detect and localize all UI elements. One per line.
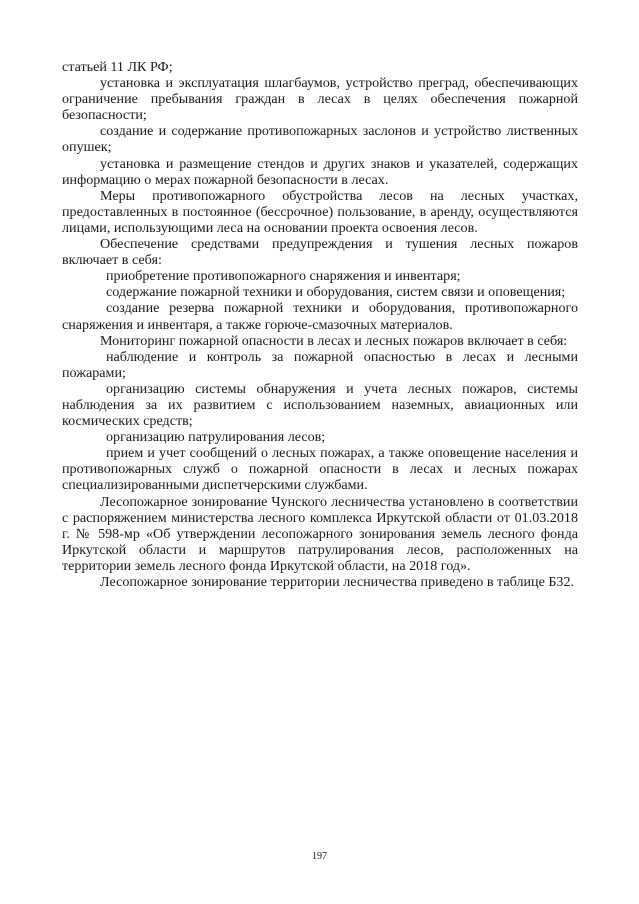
paragraph: статьей 11 ЛК РФ; bbox=[62, 59, 173, 75]
list-item: создание резерва пожарной техники и оборудования, противопожарного снаряжения и инвентаря, а также горюче-смазочных материалов. bbox=[62, 300, 578, 333]
list-item: организацию системы обнаружения и учета лесных пожаров, системы наблюдения за их развитием с использованием наземных, авиационных или космических средств; bbox=[62, 380, 578, 430]
list-item: приобретение противопожарного снаряжения и инвентаря; bbox=[106, 268, 461, 285]
list-item: прием и учет сообщений о лесных пожарах, а также оповещение населения и противопожарных служб о пожарной опасности в лесах и лесных пожарах специализированными диспетчерскими службами. bbox=[62, 445, 578, 494]
paragraph: Мониторинг пожарной опасности в лесах и лесных пожаров включает в себя: bbox=[100, 332, 568, 349]
list-item: содержание пожарной техники и оборудования, систем связи и оповещения; bbox=[106, 284, 566, 301]
list-item: наблюдение и контроль за пожарной опасностью в лесах и лесными пожарами; bbox=[62, 348, 578, 381]
paragraph: Лесопожарное зонирование территории лесничества приведено в таблице Б32. bbox=[100, 574, 575, 590]
paragraph: установка и размещение стендов и других знаков и указателей, содержащих информацию о мерах пожарной безопасности в лесах. bbox=[62, 155, 578, 188]
paragraph: установка и эксплуатация шлагбаумов, устройство преград, обеспечивающих ограничение пребывания граждан в лесах в целях обеспечения пожарной безопасности; bbox=[62, 75, 578, 124]
paragraph: Меры противопожарного обустройства лесов на лесных участках, предоставленных в постоянное (бессрочное) пользование, в аренду, осуществляются лицами, использующими леса на основании проекта освоения лесов. bbox=[62, 187, 578, 236]
page-number: 197 bbox=[312, 851, 327, 862]
paragraph: Лесопожарное зонирование Чунского лесничества установлено в соответствии с распоряжением министерства лесного комплекса Иркутской области от 01.03.2018 г. № 598-мр «Об утверждении лесопожарного зонирования земель лесного фонда Иркутской области и маршрутов патрулирования лесов, расположенных на территории земель лесного фонда Иркутской области, на 2018 год». bbox=[62, 493, 578, 574]
paragraph: Обеспечение средствами предупреждения и тушения лесных пожаров включает в себя: bbox=[62, 236, 578, 269]
document-body bbox=[62, 59, 578, 590]
list-item: организацию патрулирования лесов; bbox=[106, 429, 326, 446]
paragraph: создание и содержание противопожарных заслонов и устройство лиственных опушек; bbox=[62, 123, 578, 156]
